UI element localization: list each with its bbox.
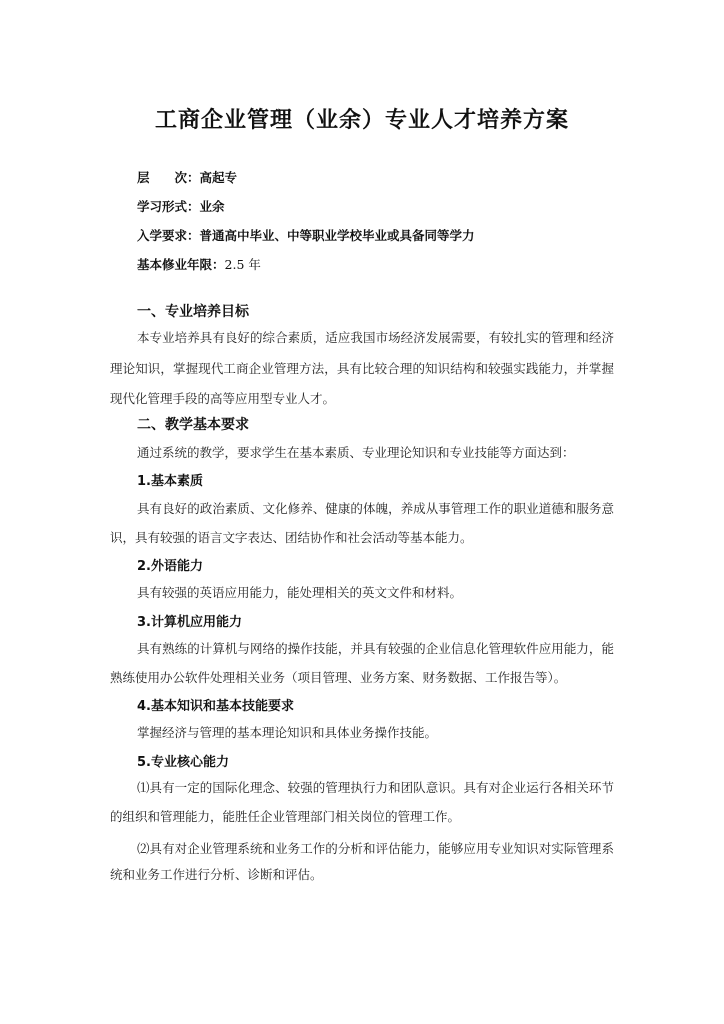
meta-duration	[137, 255, 261, 273]
meta-value: 普通高中毕业、中等职业学校毕业或具备同等学力	[199, 228, 475, 243]
meta-admission	[137, 226, 475, 244]
subsection-heading: 4.基本知识和基本技能要求	[137, 699, 294, 714]
paragraph-line: 识，具有较强的语言文字表达、团结协作和社会活动等基本能力。	[110, 530, 473, 545]
section-heading: 一、专业培养目标	[137, 304, 249, 320]
meta-label: 层 次：	[137, 170, 200, 185]
meta-level	[137, 168, 237, 186]
subsection-heading: 3.计算机应用能力	[137, 615, 242, 630]
meta-label: 基本修业年限：	[137, 257, 225, 272]
paragraph-line: 具有良好的政治素质、文化修养、健康的体魄，养成从事管理工作的职业道德和服务意	[137, 501, 614, 516]
paragraph-line: 熟练使用办公软件处理相关业务（项目管理、业务方案、财务数据、工作报告等）。	[110, 670, 567, 685]
paragraph-line: 理论知识，掌握现代工商企业管理方法，具有比较合理的知识结构和较强实践能力，并掌握	[110, 361, 614, 376]
meta-study-form	[137, 197, 225, 215]
meta-value: 2.5 年	[224, 257, 261, 272]
paragraph-line: 本专业培养具有良好的综合素质，适应我国市场经济发展需要，有较扎实的管理和经济	[137, 330, 614, 345]
paragraph-line: 掌握经济与管理的基本理论知识和具体业务操作技能。	[137, 725, 438, 740]
meta-label: 学习形式：	[137, 199, 200, 214]
meta-label: 入学要求：	[137, 228, 200, 243]
paragraph-line: 具有较强的英语应用能力，能处理相关的英文文件和材料。	[137, 585, 463, 600]
paragraph-line: 的组织和管理能力，能胜任企业管理部门相关岗位的管理工作。	[110, 809, 461, 824]
document-title: 工商企业管理（业余）专业人才培养方案	[154, 108, 569, 133]
paragraph-line: 具有熟练的计算机与网络的操作技能，并具有较强的企业信息化管理软件应用能力，能	[137, 641, 614, 656]
paragraph-line: ⑴具有一定的国际化理念、较强的管理执行力和团队意识。具有对企业运行各相关环节	[137, 780, 614, 795]
paragraph-line: 通过系统的教学，要求学生在基本素质、专业理论知识和专业技能等方面达到：	[137, 445, 575, 460]
paragraph-line: 统和业务工作进行分析、诊断和评估。	[110, 867, 323, 882]
paragraph-line: 现代化管理手段的高等应用型专业人才。	[110, 391, 336, 406]
meta-value: 高起专	[199, 170, 238, 185]
paragraph-line: ⑵具有对企业管理系统和业务工作的分析和评估能力，能够应用专业知识对实际管理系	[137, 841, 614, 856]
subsection-heading: 2.外语能力	[137, 559, 203, 574]
meta-value: 业余	[199, 199, 225, 214]
subsection-heading: 1.基本素质	[137, 474, 203, 489]
subsection-heading: 5.专业核心能力	[137, 755, 229, 770]
section-heading: 二、教学基本要求	[137, 417, 249, 433]
